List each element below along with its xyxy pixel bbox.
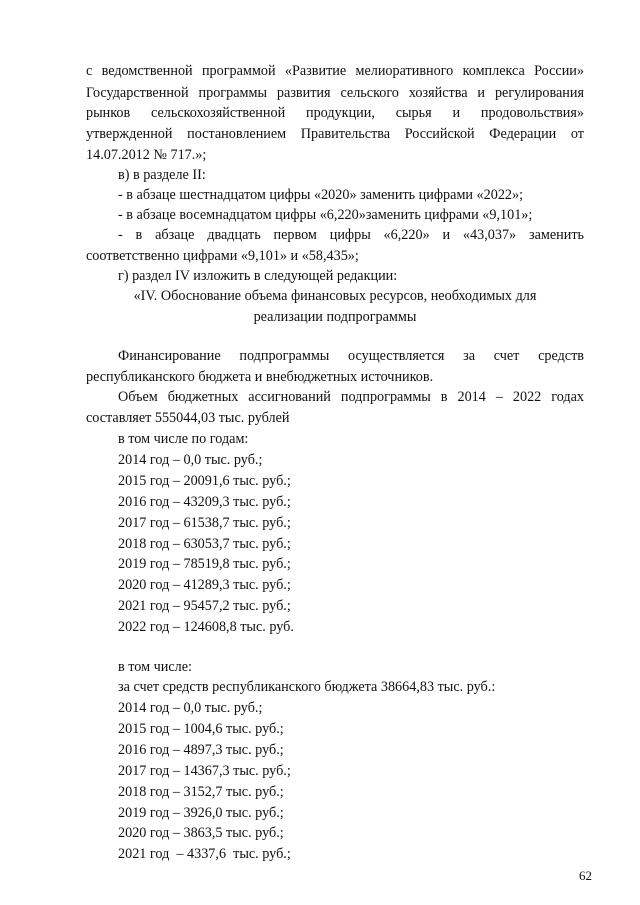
year-item-2014: 2014 год – 0,0 тыс. руб.;	[118, 452, 263, 468]
by-years-label: в том числе по годам:	[118, 431, 249, 447]
republican-year-2016: 2016 год – 4897,3 тыс. руб.;	[118, 742, 284, 758]
republican-year-2020: 2020 год – 3863,5 тыс. руб.;	[118, 825, 284, 841]
republican-year-2018: 2018 год – 3152,7 тыс. руб.;	[118, 784, 284, 800]
financing-p1-line-1: Финансирование подпрограммы осуществляется за счет средств	[118, 348, 584, 364]
section-2-item-3b: соответственно цифрами «9,101» и «58,435»;	[86, 248, 359, 264]
section-4-intro: г) раздел IV изложить в следующей редакции:	[118, 268, 398, 284]
financing-p2-line-2: составляет 555044,03 тыс. рублей	[86, 410, 290, 426]
section-2-item-3a: - в абзаце двадцать первом цифры «6,220» и «43,037» заменить	[118, 227, 584, 243]
year-item-2019: 2019 год – 78519,8 тыс. руб.;	[118, 556, 291, 572]
section-2-heading: в) в разделе II:	[118, 167, 206, 183]
intro-line-5: 14.07.2012 № 717.»;	[86, 147, 207, 163]
section-2-item-1: - в абзаце шестнадцатом цифры «2020» заменить цифрами «2022»;	[118, 187, 524, 203]
year-item-2020: 2020 год – 41289,3 тыс. руб.;	[118, 577, 291, 593]
year-item-2017: 2017 год – 61538,7 тыс. руб.;	[118, 515, 291, 531]
section-4-title-line-2: реализации подпрограммы	[253, 309, 417, 325]
section-2-item-2: - в абзаце восемнадцатом цифры «6,220»заменить цифрами «9,101»;	[118, 207, 533, 223]
republican-year-2014: 2014 год – 0,0 тыс. руб.;	[118, 700, 263, 716]
intro-line-4: утвержденной постановлением Правительства Российской Федерации от	[86, 126, 584, 142]
year-item-2015: 2015 год – 20091,6 тыс. руб.;	[118, 473, 291, 489]
financing-p1-line-2: республиканского бюджета и внебюджетных источников.	[86, 369, 434, 385]
republican-year-2019: 2019 год – 3926,0 тыс. руб.;	[118, 805, 284, 821]
intro-line-1: с ведомственной программой «Развитие мелиоративного комплекса России»	[86, 63, 584, 79]
intro-line-2: Государственной программы развития сельского хозяйства и регулирования	[86, 85, 584, 101]
year-item-2022: 2022 год – 124608,8 тыс. руб.	[118, 619, 294, 635]
republican-year-2015: 2015 год – 1004,6 тыс. руб.;	[118, 721, 284, 737]
year-item-2018: 2018 год – 63053,7 тыс. руб.;	[118, 536, 291, 552]
intro-line-3: рынков сельскохозяйственной продукции, сырья и продовольствия»	[86, 105, 584, 121]
republican-year-2021: 2021 год – 4337,6 тыс. руб.;	[118, 846, 291, 862]
section-4-title-line-1: «IV. Обоснование объема финансовых ресурсов, необходимых для	[133, 288, 537, 304]
republican-year-2017: 2017 год – 14367,3 тыс. руб.;	[118, 763, 291, 779]
financing-p2-line-1: Объем бюджетных ассигнований подпрограммы в 2014 – 2022 годах	[118, 389, 584, 405]
including-label: в том числе:	[118, 659, 192, 675]
republican-total: за счет средств республиканского бюджета 38664,83 тыс. руб.:	[118, 679, 496, 695]
year-item-2021: 2021 год – 95457,2 тыс. руб.;	[118, 598, 291, 614]
year-item-2016: 2016 год – 43209,3 тыс. руб.;	[118, 494, 291, 510]
page-number: 62	[579, 868, 592, 883]
